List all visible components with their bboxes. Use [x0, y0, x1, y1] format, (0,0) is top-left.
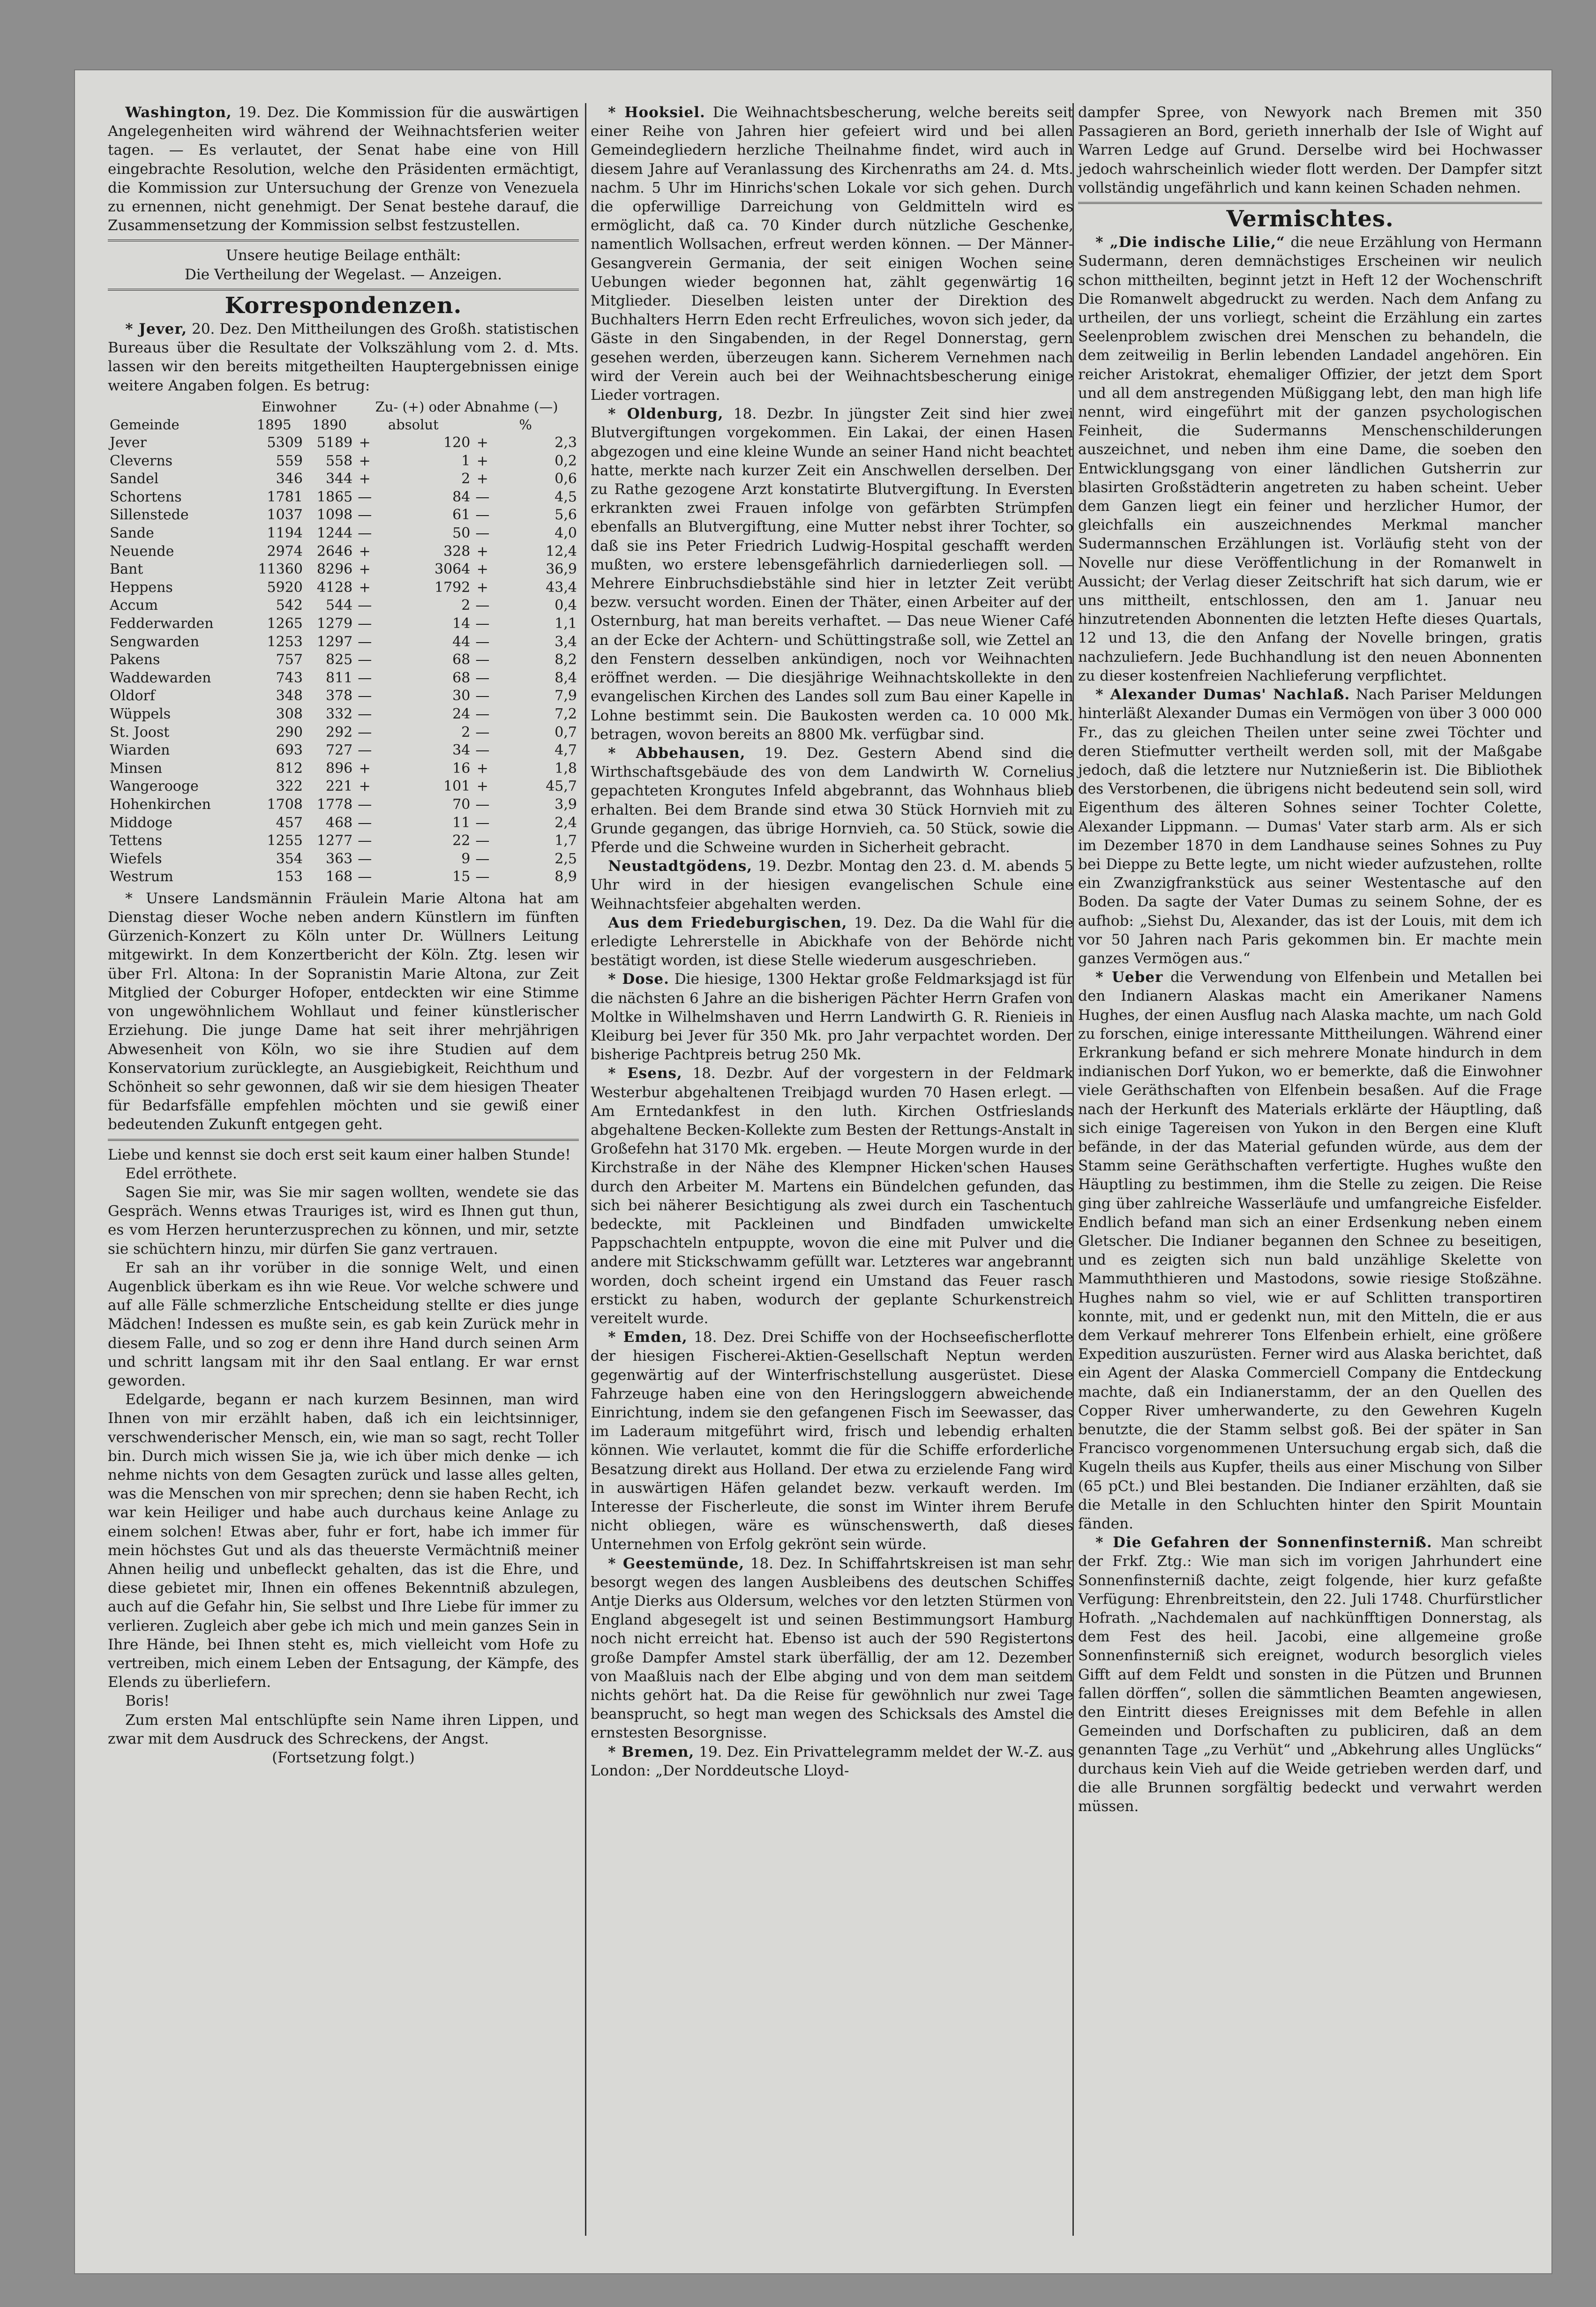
cell-1890: 1297: [316, 633, 353, 650]
vermischtes-item-title: * Alexander Dumas' Nachlaß.: [1095, 686, 1350, 704]
table-row: [108, 434, 579, 452]
cell-absolut: 2: [461, 597, 471, 614]
cell-sign: —: [475, 832, 490, 849]
cell-sign: —: [475, 525, 490, 541]
cell-absolut: 2: [461, 471, 471, 487]
news-item: [591, 1064, 1073, 1328]
cell-sign: —: [475, 869, 490, 885]
cell-1895: 290: [276, 724, 303, 741]
cell-1895: 1265: [267, 615, 303, 632]
cell-sign: —: [475, 724, 490, 741]
cell-absolut: 120: [443, 434, 471, 451]
cell-percent: 0,4: [554, 597, 577, 614]
cell-1895: 5309: [267, 434, 303, 451]
divider: [1078, 202, 1542, 204]
cell-1890: 221: [325, 778, 353, 795]
news-item: [591, 857, 1073, 914]
cell-sign: —: [475, 597, 490, 614]
header-percent: %: [519, 417, 532, 433]
header-absolut: absolut: [388, 417, 439, 433]
cell-absolut: 22: [452, 832, 471, 849]
cell-sign: +: [359, 579, 371, 596]
cell-1895: 1037: [267, 507, 303, 524]
cell-gemeinde: Westrum: [110, 869, 173, 885]
cell-sign: —: [475, 850, 490, 867]
vermischtes-item: [1078, 1533, 1542, 1816]
cell-percent: 4,7: [554, 742, 577, 759]
cell-1895: 308: [276, 705, 303, 722]
column-3: [1078, 103, 1542, 1816]
cell-sign: —: [358, 669, 372, 686]
cell-percent: 0,6: [554, 471, 577, 487]
news-item: [591, 914, 1073, 970]
table-row: [108, 651, 579, 669]
cell-percent: 2,5: [554, 850, 577, 867]
cell-sign: —: [358, 633, 372, 650]
beilage-line: Die Vertheilung der Wegelast. — Anzeigen.: [185, 266, 502, 283]
cell-sign: +: [476, 471, 488, 487]
cell-1895: 542: [276, 597, 303, 614]
cell-gemeinde: Pakens: [110, 652, 160, 668]
news-item-place: * Oldenburg,: [608, 405, 724, 423]
cell-sign: —: [358, 597, 372, 614]
vermischtes-item-text: die Verwendung von Elfenbein und Metallen bei den Indianern Alaskas macht ein Amerikaner Namens Hughes, der einen Ausflug nach Alaska machte, um nach Gold zu forschen, einige interessante Mittheilungen. Während einer Erkrankung befand er sich mehrere Monate hindurch in dem indianischen Dorf Yukon, wo er bemerkte, daß die Einwohner viele Geräthschaften von Elfenbein besaßen. Auf die Frage nach der Herkunft des Materials erklärte der Häuptling, daß sich einige Tagereisen von Yukon in den Bergen eine Kluft befände, in der das Material gefunden würde, aus dem der Stamm seine Geräthschaften verfertigte. Hughes wußte den Häuptling zu bestimmen, ihm die Stelle zu zeigen. Die Reise ging über zahlreiche Wasserläufe und umfangreiche Eisfelder. Endlich befand man sich an einer Erdsenkung neben einem Gletscher. Die Indianer begannen den Schnee zu beseitigen, und es zeigten sich nun bald unzählige Skelette von Mammuththieren und Mastodons, sowie riesige Stoßzähne. Hughes nahm so viel, wie er auf Schlitten transportiren konnte, mit, und er gedenkt nun, mit den Mitteln, die er aus dem Verkauf mehrerer Tons Elfenbein erhielt, eine größere Expedition auszurüsten. Ferner wird aus Alaska berichtet, daß ein Agent der Alaska Commerciell Company die Entdeckung machte, daß ein Indianerstamm, der an den Quellen des Copper River umherwanderte, zu den Gewehren Kugeln benutzte, die der Stamm selbst goß. Bei der später in San Francisco vorgenommenen Untersuchung ergab sich, daß die Kugeln theils aus Kupfer, theils aus einer Mischung von Silber (65 pCt.) und Blei bestanden. Die Indianer erzählten, daß sie die Metalle in den Schluchten hinter den Spirit Mountain fänden.: [1078, 969, 1542, 1533]
newspaper-page: [75, 70, 1551, 2273]
header-zuabnahme: Zu- (+) oder Abnahme (—): [375, 398, 558, 415]
table-row: [108, 470, 579, 488]
cell-absolut: 68: [452, 669, 471, 686]
news-item-text: 19. Dez. Ein Privattelegramm meldet der W.-Z. aus London: „Der Norddeutsche Lloyd-: [591, 1743, 1073, 1779]
cell-percent: 36,9: [546, 561, 577, 578]
table-row: [108, 850, 579, 869]
table-row: [108, 687, 579, 705]
cell-sign: —: [358, 488, 372, 505]
cell-sign: —: [358, 869, 372, 885]
cell-1895: 1708: [267, 796, 303, 813]
cell-sign: +: [359, 452, 371, 469]
cell-gemeinde: Neuende: [110, 543, 174, 560]
cell-percent: 1,7: [554, 832, 577, 849]
news-item-text: 19. Dezbr. Montag den 23. d. M. abends 5 Uhr wird in der hiesigen evangelischen Schule eine Weihnachtsfeier abgehalten werden.: [591, 858, 1074, 913]
column-rule: [585, 103, 586, 2236]
news-item-place: * Geestemünde,: [608, 1555, 745, 1572]
cell-percent: 4,0: [554, 525, 577, 541]
novel-paragraph: Liebe und kennst sie doch erst seit kaum einer halben Stunde!: [108, 1146, 571, 1163]
cell-absolut: 30: [452, 688, 471, 704]
table-row: [108, 524, 579, 543]
cell-sign: +: [359, 471, 371, 487]
news-item-text: 19. Dez. Gestern Abend sind die Wirthschaftsgebäude des von dem Landwirth W. Cornelius gepachteten Krongutes Infeld abgebrannt, das Wohnhaus blieb erhalten. Bei dem Brande sind etwa 30 Stück Hornvieh mit zu Grunde gegangen, das übrige Hornvieh, ca. 50 Stück, sowie die Pferde und die Schweine wurden in Sicherheit gebracht.: [591, 744, 1073, 856]
vermischtes-item-text: Man schreibt der Frkf. Ztg.: Wie man sich im vorigen Jahrhundert eine Sonnenfinsterniß dachte, zeigt folgende, hier kurz gefaßte Verfügung: Ehrenbreitstein, den 22. Juli 1748. Churfürstlicher Hofrath. „Nachdemalen auf nachkünfftigen Donnerstag, als dem Fest des heil. Jacobi, eine allgemeine große Sonnenfinsterniß sich ereignet, wodurch besorglich vieles Gifft auf dem Feldt und sonsten in die Pützen und Brunnen fallen dörffen“, sollen die sämmtlichen Beamten angewiesen, den Eintritt dieses Ereignisses mit dem Befehle in allen Gemeinden und Dorfschaften zu publiciren, daß an dem genannten Tage „zu Verhüt“ und „Abkehrung alles Unglücks“ durchaus kein Vieh auf die Weide getrieben werden darf, und die alle Brunnen sorgfältig bedeckt und verwahrt werden müssen.: [1078, 1534, 1542, 1815]
cell-sign: —: [475, 796, 490, 813]
cell-gemeinde: Accum: [110, 597, 158, 614]
news-item-text: 18. Dezbr. In jüngster Zeit sind hier zwei Blutvergiftungen vorgekommen. Ein Lakai, der einen Hasen abgezogen und eine kleine Wunde an seiner Hand nicht beachtet hatte, merkte nach kurzer Zeit ein Anschwellen derselben. Der zu Rathe gezogene Arzt konstatirte Blutvergiftung. In Eversten erkrankten zwei Frauen infolge von gefärbten Strümpfen ebenfalls an Blutvergiftung, eine Mutter nebst ihrer Tochter, so daß sie ins Peter Friedrich Ludwig-Hospital geschafft werden mußten, wo erstere lebensgefährlich darniederliegen soll. — Mehrere Einbruchsdiebstähle sind hier in letzter Zeit verübt bezw. versucht worden. Einen der Thäter, einen Arbeiter auf der Osternburg, hat man bereits verhaftet. — Das neue Wiener Café an der Ecke der Achtern- und Schüttingstraße soll, wie Zettel an den Fenstern desselben ankündigen, noch vor Weihnachten eröffnet werden. — Die diesjährige Weihnachtskollekte in den evangelischen Kirchen des Landes soll zum Bau einer Kapelle in Lohne bestimmt sein. Die Baukosten werden ca. 10 000 Mk. betragen, wovon bereits an 8800 Mk. verfügbar sind.: [591, 405, 1073, 743]
cell-gemeinde: Sengwarden: [110, 633, 200, 650]
cell-percent: 2,4: [554, 814, 577, 831]
cell-1890: 363: [325, 850, 353, 867]
cell-gemeinde: Hohenkirchen: [110, 796, 211, 813]
cell-percent: 3,9: [554, 796, 577, 813]
cell-sign: +: [359, 778, 371, 795]
table-row: [108, 760, 579, 778]
cell-1895: 559: [276, 452, 303, 469]
cell-percent: 1,8: [554, 760, 577, 777]
vermischtes-item-title: * Die Gefahren der Sonnenfinsterniß.: [1095, 1534, 1432, 1551]
cell-percent: 8,2: [554, 652, 577, 668]
cell-percent: 0,2: [554, 452, 577, 469]
news-item: [591, 1554, 1073, 1743]
table-row: [108, 724, 579, 742]
section-heading: Korrespondenzen.: [225, 292, 462, 319]
cell-1895: 457: [276, 814, 303, 831]
cell-gemeinde: Waddewarden: [110, 669, 211, 686]
news-item-text: 18. Dezbr. Auf der vorgestern in der Feldmark Westerbur abgehaltenen Treibjagd wurden 70 Hasen erlegt. — Am Erntedankfest in den luth. Kirchen Ostfrieslands abgehaltene Becken-Kollekte zum Besten der Rettungs-Anstalt in Großefehn hat 3170 Mk. ergeben. — Heute Morgen wurde in der Kirchstraße in der Nähe des Klempner Hicken'schen Hauses durch den Arbeiter M. Martens ein Bündelchen gefunden, das sich bei näherer Besichtigung als zwei durch ein Taschentuch bedeckte, mit Packleinen und Bindfaden umwickelte Pappschachteln entpuppte, wovon die eine mit Pulver und die andere mit Stickschwamm gefüllt war. Letzteres war angebrannt worden, doch scheint irgend ein Umstand das Feuer rasch erstickt zu haben, wodurch der geplante Schurkenstreich vereitelt wurde.: [591, 1065, 1073, 1327]
cell-1890: 378: [325, 688, 353, 704]
news-item: [591, 744, 1073, 857]
cell-percent: 3,4: [554, 633, 577, 650]
article-altona: * Unsere Landsmännin Fräulein Marie Altona hat am Dienstag dieser Woche neben andern Künstlern im fünften Gürzenich-Konzert zu Köln unter Dr. Wüllners Leitung mitgewirkt. In dem Konzertbericht der Köln. Ztg. lesen wir über Frl. Altona: In der Sopranistin Marie Altona, zur Zeit Mitglied der Coburger Hofoper, entdeckten wir eine Stimme von ungewöhnlichem Wohllaut und feiner künstlerischer Erziehung. Die junge Dame hat seit ihrer mehrjährigen Abwesenheit von Köln, wo sie ihre Studien auf dem Konservatorium zurücklegte, an Ausgiebigkeit, Reichthum und Schönheit so sehr gewonnen, daß wir sie dem hiesigen Theater für Bedarfsfälle empfehlen möchten und sie gewiß einer bedeutenden Zukunft entgegen geht.: [108, 890, 579, 1133]
vermischtes-item: [1078, 968, 1542, 1533]
cell-percent: 7,2: [554, 705, 577, 722]
cell-absolut: 9: [461, 850, 471, 867]
cell-1890: 1279: [316, 615, 353, 632]
cell-1890: 825: [325, 652, 353, 668]
cell-absolut: 50: [452, 525, 471, 541]
cell-sign: +: [476, 778, 488, 795]
table-row: [108, 868, 579, 886]
vermischtes-item-text: die neue Erzählung von Hermann Sudermann, deren demnächstiges Erscheinen wir neulich schon mittheilten, beginnt jetzt in Heft 12 der Wochenschrift Die Romanwelt abgedruckt zu werden. Nach dem Anfang zu urtheilen, der uns vorliegt, scheint die Erzählung ein zartes Seelenproblem zwischen drei Menschen zu behandeln, die dem zeitweilig in Berlin lebenden Landadel angehören. Ein reicher Aristokrat, ehemaliger Offizier, der jetzt dem Sport und all dem anstregenden Müßiggang lebt, den man high life nennt, wird eingeführt mit der ganzen psychologischen Feinheit, die Sudermanns Menschenschilderungen auszeichnet, und neben ihm eine Dame, die soeben den Entwicklungsgang von einer ländlichen Gutsherrin zur blasirten Großstädterin angetreten zu haben scheint. Ueber dem Ganzen liegt ein feiner und herzlicher Humor, der gleichfalls ein auszeichnendes Merkmal mancher Sudermannschen Erzählungen ist. Vorläufig steht von der Novelle nur diese Veröffentlichung in der Romanwelt in Aussicht; der Verlag dieser Zeitschrift hat sich darum, wie er uns mittheilt, entschlossen, den am 1. Januar neu hinzutretenden Abonnenten die letzten Hefte dieses Quartals, 12 und 13, die den Anfang der Novelle bringen, gratis nachzuliefern. Jede Buchhandlung ist den neuen Abonnenten zu dieser kostenfreien Nachlieferung verpflichtet.: [1078, 234, 1542, 684]
cell-sign: —: [475, 615, 490, 632]
census-table: [108, 398, 579, 886]
cell-sign: +: [359, 561, 371, 578]
cell-sign: —: [358, 724, 372, 741]
cell-percent: 12,4: [546, 543, 577, 560]
cell-absolut: 15: [452, 869, 471, 885]
cell-1895: 5920: [267, 579, 303, 596]
cell-gemeinde: Cleverns: [110, 452, 173, 469]
news-item-text: 18. Dez. Drei Schiffe von der Hochseefischerflotte der hiesigen Fischerei-Aktien-Gesellschaft Neptun werden gegenwärtig auf der Winterfrischstellung ausgerüstet. Diese Fahrzeuge haben eine von den Heringsloggern abweichende Einrichtung, indem sie den gefangenen Fisch im Seewasser, das im Laderaum mitgeführt wird, frisch und lebendig erhalten können. Wie verlautet, kommt die für die Schiffe erforderliche Besatzung direkt aus Holland. Der etwa zu erzielende Fang wird in auswärtigen Häfen gelandet bezw. verkauft werden. Im Interesse der Fischerleute, die sonst im Winter ihrem Berufe nicht obliegen, wäre es wünschenswerth, daß dieses Unternehmen von Erfolg gekrönt sein würde.: [591, 1329, 1074, 1553]
cell-percent: 1,1: [554, 615, 577, 632]
cell-percent: 5,6: [554, 507, 577, 524]
cell-1895: 322: [276, 778, 303, 795]
cell-sign: —: [475, 688, 490, 704]
news-item-text: Die Weihnachtsbescherung, welche bereits seit einer Reihe von Jahren hier gefeiert wird und bei allen Gemeindegliedern herzliche Theilnahme findet, wird auch in diesem Jahre auf Veranlassung des Kirchenraths am 24. d. Mts. nachm. 5 Uhr im Hinrichs'schen Lokale vor sich gehen. Durch die opferwillige Darreichung von Geldmitteln wird es ermöglicht, daß ca. 70 Kinder durch nützliche Geschenke, namentlich Wollsachen, erfreut werden können. — Der Männer-Gesangverein Germania, der seit einigen Wochen seine Uebungen wieder begonnen hat, zählt gegenwärtig 16 Mitglieder. Dieselben leisten unter der Direktion des Buchhalters Herrn Eden recht Erfreuliches, wovon sich jeder, da Gäste in den Singabenden, in der Regel Donnerstag, gern gesehen werden, überzeugen kann. Sicherem Vernehmen nach wird der Verein auch bei der Weihnachtsbescherung einige Lieder vortragen.: [591, 104, 1073, 404]
table-row: [108, 832, 579, 850]
cell-1895: 1781: [267, 488, 303, 505]
cell-1895: 1253: [267, 633, 303, 650]
cell-percent: 43,4: [546, 579, 577, 596]
cell-absolut: 3064: [434, 561, 471, 578]
cell-gemeinde: Fedderwarden: [110, 615, 214, 632]
header-einwohner: Einwohner: [261, 398, 337, 415]
cell-gemeinde: Wüppels: [110, 705, 171, 722]
cell-sign: —: [358, 796, 372, 813]
cell-1895: 11360: [258, 561, 303, 578]
cell-sign: —: [358, 850, 372, 867]
news-item-text: 19. Dez. Da die Wahl für die erledigte Lehrerstelle in Abickhafe von der Behörde nicht bestätigt worden, ist diese Stelle wiederum ausgeschrieben.: [591, 914, 1073, 969]
cell-1895: 1194: [267, 525, 303, 541]
cell-1890: 168: [325, 869, 353, 885]
news-item-text: 18. Dez. In Schiffahrtskreisen ist man sehr besorgt wegen des langen Ausbleibens des deutschen Schiffes Antje Dierks aus Oldersum, welches vor den letzten Stürmen von England abgesegelt ist und seinen Bestimmungsort Hamburg noch nicht erreicht hat. Ebenso ist auch der 590 Registertons große Dampfer Amstel stark überfällig, der am 12. Dezember von Maaßluis nach der Elbe abging und von dem man seitdem nichts gehört hat. Da die Reise für gewöhnlich nur zwei Tage beansprucht, so hegt man wegen des Schicksals des Amstel die ernstesten Besorgnisse.: [591, 1555, 1073, 1742]
cell-absolut: 11: [452, 814, 471, 831]
news-item: [591, 1743, 1073, 1780]
table-row: [108, 452, 579, 471]
cell-sign: —: [475, 488, 490, 505]
vermischtes-item-title: * Ueber: [1095, 969, 1163, 986]
cell-absolut: 14: [452, 615, 471, 632]
cell-gemeinde: Sande: [110, 525, 154, 541]
table-row: [108, 543, 579, 561]
cell-absolut: 68: [452, 652, 471, 668]
header-1890: 1890: [312, 417, 347, 433]
cell-sign: —: [475, 652, 490, 668]
cell-1890: 8296: [316, 561, 353, 578]
cell-absolut: 2: [461, 724, 471, 741]
cell-1895: 743: [276, 669, 303, 686]
cell-percent: 8,4: [554, 669, 577, 686]
vermischtes-item: [1078, 685, 1542, 968]
cell-sign: +: [359, 760, 371, 777]
news-item-place: Neustadtgödens,: [608, 858, 753, 875]
table-row: [108, 796, 579, 814]
header-1895: 1895: [256, 417, 292, 433]
cell-gemeinde: Middoge: [110, 814, 172, 831]
vermischtes-item: [1078, 233, 1542, 685]
news-item-place: * Bremen,: [608, 1743, 695, 1760]
cell-1890: 1098: [316, 507, 353, 524]
section-heading: Vermischtes.: [1226, 206, 1394, 232]
cell-1895: 2974: [267, 543, 303, 560]
cell-1890: 1244: [316, 525, 353, 541]
cell-1890: 558: [325, 452, 353, 469]
table-row: [108, 561, 579, 579]
cell-sign: —: [358, 652, 372, 668]
table-row: [108, 488, 579, 507]
cell-sign: —: [358, 742, 372, 759]
cell-sign: —: [358, 615, 372, 632]
article-washington: Washington, 19. Dez. Die Kommission für die auswärtigen Angelegenheiten wird während der Weihnachtsferien weiter tagen. — Es verlautet, der Senat habe eine von Hill eingebrachte Resolution, welche den Präsidenten ermächtigt, die Kommission zur Untersuchung der Grenze von Venezuela zu ernennen, nicht genehmigt. Der Senat bestehe darauf, die Zusammensetzung der Kommission selbst festzustellen.: [108, 104, 579, 234]
table-row: [108, 506, 579, 524]
cell-sign: —: [358, 507, 372, 524]
cell-gemeinde: Tettens: [110, 832, 163, 849]
cell-1890: 1277: [316, 832, 353, 849]
cell-gemeinde: Heppens: [110, 579, 173, 596]
cell-1890: 811: [325, 669, 353, 686]
cell-1895: 354: [276, 850, 303, 867]
cell-1890: 468: [325, 814, 353, 831]
cell-1890: 896: [325, 760, 353, 777]
table-row: [108, 742, 579, 760]
cell-percent: 45,7: [546, 778, 577, 795]
cell-sign: —: [475, 705, 490, 722]
cell-sign: +: [476, 543, 488, 560]
article-jever: * Jever, 20. Dez. Den Mittheilungen des Großh. statistischen Bureaus über die Resultate der Volkszählung vom 2. d. Mts. lassen wir den bereits mitgetheilten Hauptergebnissen einige weitere Angaben folgen. Es betrug:: [108, 321, 579, 394]
cell-absolut: 70: [452, 796, 471, 813]
table-row: [108, 579, 579, 597]
news-item: [591, 1328, 1073, 1554]
cell-sign: +: [476, 434, 488, 451]
cell-gemeinde: Sandel: [110, 471, 159, 487]
cell-absolut: 34: [452, 742, 471, 759]
table-row: [108, 669, 579, 688]
vermischtes-item-title: * „Die indische Lilie,“: [1095, 234, 1285, 251]
cell-1890: 544: [325, 597, 353, 614]
cell-1890: 1778: [316, 796, 353, 813]
cell-percent: 0,7: [554, 724, 577, 741]
cell-gemeinde: Sillenstede: [110, 507, 189, 524]
cell-sign: —: [358, 525, 372, 541]
cell-gemeinde: Wangerooge: [110, 778, 199, 795]
news-item: [591, 103, 1073, 404]
news-item: [591, 970, 1073, 1064]
news-item-place: * Emden,: [608, 1329, 688, 1346]
cell-sign: —: [358, 832, 372, 849]
cell-sign: —: [358, 705, 372, 722]
cell-gemeinde: Oldorf: [110, 688, 155, 704]
cell-1895: 153: [276, 869, 303, 885]
cell-sign: +: [359, 434, 371, 451]
cell-absolut: 61: [452, 507, 471, 524]
cell-1895: 693: [276, 742, 303, 759]
cell-absolut: 44: [452, 633, 471, 650]
cell-sign: —: [358, 814, 372, 831]
cell-absolut: 328: [443, 543, 471, 560]
news-item-place: * Esens,: [608, 1065, 682, 1082]
cell-percent: 2,3: [554, 434, 577, 451]
table-row: [108, 778, 579, 796]
cell-1895: 812: [276, 760, 303, 777]
vermischtes-item-text: Nach Pariser Meldungen hinterläßt Alexander Dumas ein Vermögen von über 3 000 000 Fr., das zu gleichen Theilen unter seine zwei Töchter und deren Stiefmutter vertheilt werden soll, mit der Maßgabe jedoch, daß die letztere nur Nutznießerin ist. Die Bibliothek des Verstorbenen, die übrigens nicht bedeutend sein soll, wird Eigenthum des älteren Sohnes seiner Tochter Colette, Alexander Lippmann. — Dumas' Vater starb arm. Als er sich im Dezember 1870 in dem Landhause seines Sohnes zu Puy bei Dieppe zu Bette legte, um nicht wieder aufzustehen, rollte ein Zwanzigfrankstück aus seiner Westentasche auf den Boden. Da sagte der Vater Dumas zu seinem Sohne, der es aufhob: „Siehst Du, Alexander, das ist der Louis, mit dem ich vor 50 Jahren nach Paris gekommen bin. Er machte mein ganzes Vermögen aus.“: [1078, 686, 1543, 967]
article-spree: dampfer Spree, von Newyork nach Bremen mit 350 Passagieren an Bord, gerieth innerhalb der Isle of Wight auf Warren Ledge auf Grund. Derselbe wird bei Hochwasser jedoch wahrscheinlich wieder flott werden. Der Dampfer sitzt vollständig ungefährlich und kann keinen Schaden nehmen.: [1078, 104, 1542, 196]
cell-sign: +: [476, 561, 488, 578]
table-row: [108, 814, 579, 832]
cell-percent: 8,9: [554, 869, 577, 885]
vermischtes-items: [1078, 233, 1542, 1816]
cell-1895: 1255: [267, 832, 303, 849]
cell-sign: +: [359, 543, 371, 560]
cell-gemeinde: Wiarden: [110, 742, 170, 759]
novel-paragraph: Edel erröthete.: [125, 1165, 237, 1182]
cell-sign: +: [476, 579, 488, 596]
divider: [108, 240, 579, 241]
cell-1890: 2646: [316, 543, 353, 560]
cell-1890: 344: [325, 471, 353, 487]
news-item-place: * Dose.: [608, 971, 669, 988]
cell-sign: —: [475, 669, 490, 686]
cell-sign: —: [475, 742, 490, 759]
census-table-wrap: [108, 398, 579, 886]
cell-absolut: 101: [443, 778, 471, 795]
news-item-place: Aus dem Friedeburgischen,: [608, 914, 847, 931]
header-gemeinde: Gemeinde: [110, 417, 180, 433]
column-1: [108, 103, 579, 1767]
cell-gemeinde: Schortens: [110, 488, 182, 505]
novel-paragraph: Edelgarde, begann er nach kurzem Besinnen, man wird Ihnen von mir erzählt haben, daß ich ein leichtsinniger, verschwenderischer Mensch, ein, wie man so sagt, recht Toller bin. Durch mich wissen Sie ja, wie ich über mich denke — ich nehme nichts von dem Gesagten zurück und lasse alles gelten, was die Menschen von mir sprechen; denn sie haben Recht, ich war kein Heiliger und habe auch durchaus keine Anlage zu einem solchen! Etwas aber, fuhr er fort, habe ich immer für mein höchstes Gut und als das theuerste Vermächtniß meiner Ahnen heilig und unbefleckt gehalten, das ist die Ehre, und diese gebietet mir, Ihnen ein offenes Bekenntniß abzulegen, auch auf die Gefahr hin, Sie selbst und Ihre Liebe für immer zu verlieren. Zugleich aber gebe ich mich und mein ganzes Sein in Ihre Hände, bei Ihnen steht es, mich vielleicht vom Hofe zu vertreiben, mich einem Leben der Entsagung, der Kämpfe, des Elends zu überliefern.: [108, 1391, 579, 1691]
serial-novel: [108, 1146, 579, 1749]
cell-absolut: 24: [452, 705, 471, 722]
beilage-line: Unsere heutige Beilage enthält:: [225, 247, 461, 264]
news-item-place: * Hooksiel.: [608, 104, 705, 121]
cell-gemeinde: Jever: [110, 434, 147, 451]
cell-1890: 292: [325, 724, 353, 741]
news-item: [591, 404, 1073, 744]
cell-sign: —: [475, 814, 490, 831]
divider: [108, 289, 579, 291]
cell-absolut: 1: [461, 452, 471, 469]
cell-1890: 727: [325, 742, 353, 759]
cell-1890: 4128: [316, 579, 353, 596]
column-2: [591, 103, 1073, 1780]
cell-absolut: 16: [452, 760, 471, 777]
novel-paragraph: Boris!: [125, 1693, 170, 1710]
cell-sign: +: [476, 760, 488, 777]
census-body: [108, 434, 579, 886]
novel-paragraph: Er sah an ihr vorüber in die sonnige Welt, und einen Augenblick überkam es ihn wie Reue. Vor welche schwere und auf alle Fälle schmerzliche Entscheidung stellte er dies junge Mädchen! Indessen es mußte sein, es gab kein Zurück mehr in diesem Falle, und so zog er denn ihre Hand durch seinen Arm und schritt langsam mit ihr den Saal entlang. Er war ernst geworden.: [108, 1259, 579, 1389]
table-row: [108, 633, 579, 652]
cell-1895: 346: [276, 471, 303, 487]
cell-1890: 332: [325, 705, 353, 722]
cell-gemeinde: St. Joost: [110, 724, 170, 741]
cell-gemeinde: Bant: [110, 561, 143, 578]
cell-1895: 348: [276, 688, 303, 704]
cell-1890: 5189: [316, 434, 353, 451]
cell-sign: +: [476, 452, 488, 469]
news-item-text: Die hiesige, 1300 Hektar große Feldmarksjagd ist für die nächsten 6 Jahre an die bisherigen Pächter Herrn Grafen von Moltke in Wilhelmshaven und Herrn Landwirth G. R. Rienieis in Kleiburg bei Jever für 350 Mk. pro Jahr verpachtet worden. Der bisherige Pachtpreis betrug 250 Mk.: [591, 971, 1073, 1064]
cell-percent: 4,5: [554, 488, 577, 505]
table-row: [108, 597, 579, 615]
cell-sign: —: [358, 688, 372, 704]
novel-paragraph: Zum ersten Mal entschlüpfte sein Name ihren Lippen, und zwar mit dem Ausdruck des Schreckens, der Angst.: [108, 1711, 579, 1747]
news-item-place: * Abbehausen,: [608, 744, 746, 762]
cell-1890: 1865: [316, 488, 353, 505]
divider: [108, 1139, 579, 1141]
table-row: [108, 705, 579, 724]
novel-paragraph: Sagen Sie mir, was Sie mir sagen wollten, wendete sie das Gespräch. Wenns etwas Trauriges ist, wird es Ihnen gut thun, es vom Herzen herunterzusprechen zu können, und mir, setzte sie schüchtern hinzu, mir dürfen Sie ganz vertrauen.: [108, 1183, 579, 1258]
cell-gemeinde: Minsen: [110, 760, 163, 777]
cell-1895: 757: [276, 652, 303, 668]
fortsetzung: (Fortsetzung folgt.): [272, 1749, 415, 1767]
cell-sign: —: [475, 633, 490, 650]
cell-absolut: 1792: [434, 579, 471, 596]
cell-gemeinde: Wiefels: [110, 850, 162, 867]
cell-absolut: 84: [452, 488, 471, 505]
table-row: [108, 615, 579, 633]
cell-percent: 7,9: [554, 688, 577, 704]
cell-sign: —: [475, 507, 490, 524]
